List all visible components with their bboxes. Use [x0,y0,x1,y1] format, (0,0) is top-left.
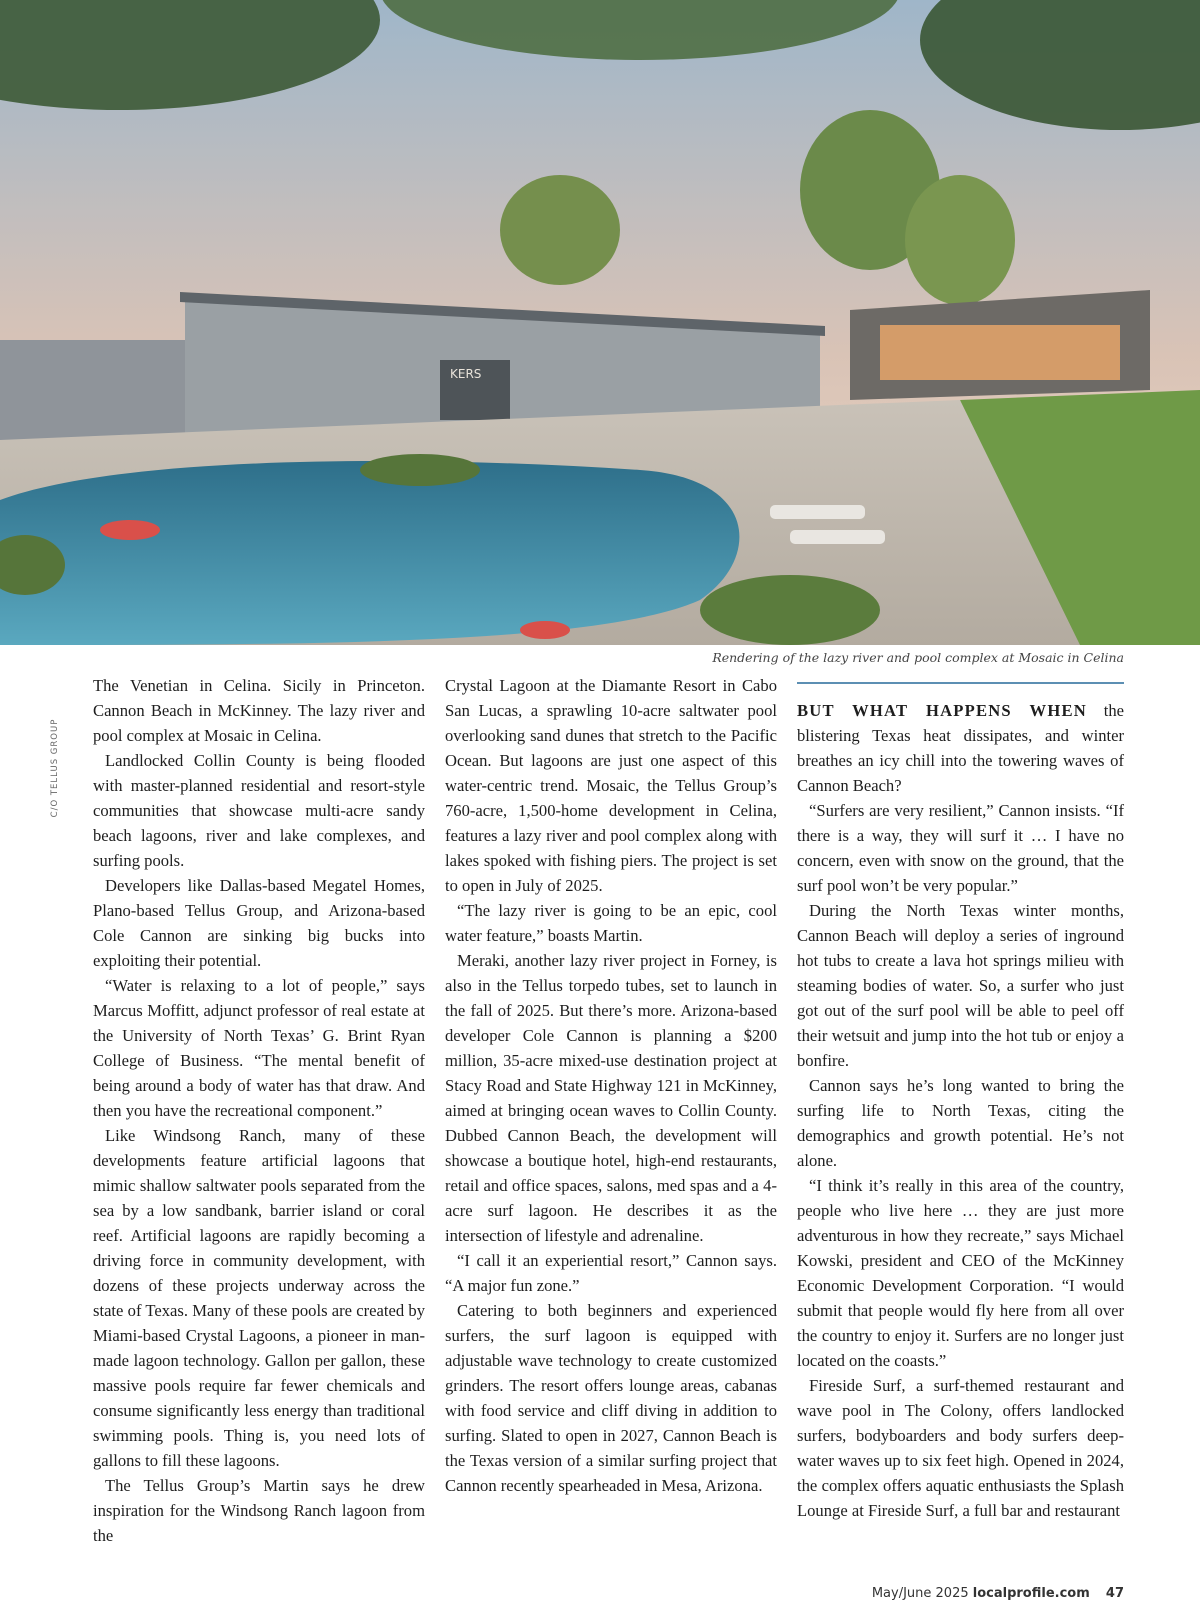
lit-windows [880,325,1120,380]
paragraph: Developers like Dallas-based Megatel Homes, Plano-based Tellus Group, and Arizona-based Cole Cannon are sinking big bucks into exploiting their potential. [93,876,425,970]
paragraph: “Water is relaxing to a lot of people,” says Marcus Moffitt, adjunct professor of real estate at the University of North Texas’ G. Brint Ryan College of Business. “The mental benefit of being around a body of water has that draw. And then you have the recreational component.” [93,976,425,1120]
paragraph: Cannon says he’s long wanted to bring the surfing life to North Texas, citing the demographics and growth potential. He’s not alone. [797,1076,1124,1170]
article-column-2 [445,673,777,1498]
site-name: localprofile.com [972,1586,1090,1601]
article-column-3 [797,673,1124,1523]
paragraph: Like Windsong Ranch, many of these developments feature artificial lagoons that mimic shallow saltwater pools separated from the sea by a low sandbank, barrier island or coral reef. Artificial lagoons are rapidly becoming a driving force in community development, with dozens of these projects underway across the state of Texas. Many of these pools are created by Miami-based Crystal Lagoons, a pioneer in man-made lagoon technology. Gallon per gallon, these massive pools require far fewer chemicals and consume significantly less energy than traditional swimming pools. Thing is, you need lots of gallons to fill these lagoons. [93,1126,425,1470]
lounge-chair [770,505,865,519]
pool-float [520,621,570,639]
section-lead-paragraph [797,698,1124,798]
paragraph: During the North Texas winter months, Cannon Beach will deploy a series of inground hot tubs to create a lava hot springs milieu with steaming bodies of water. So, a surfer who just got out of the surf pool will be able to peel off their wetsuit and jump into the hot tub or enjoy a bonfire. [797,901,1124,1070]
section-divider [797,682,1124,684]
lead-in-caps: BUT WHAT HAPPENS WHEN [797,701,1087,720]
paragraph: Landlocked Collin County is being flooded with master-planned residential and resort-style communities that showcase multi-acre sandy beach lagoons, river and lake complexes, and surfing pools. [93,751,425,870]
page-number: 47 [1105,1586,1124,1601]
photo-credit: C/O TELLUS GROUP [50,718,60,818]
paragraph: Catering to both beginners and experienced surfers, the surf lagoon is equipped with adjustable wave technology to create customized grinders. The resort offers lounge areas, cabanas with food service and cliff diving in addition to surfing. Slated to open in 2027, Cannon Beach is the Texas version of a similar surfing project that Cannon recently spearheaded in Mesa, Arizona. [445,1301,777,1495]
lead-rest: the blistering Texas heat dissipates, and winter breathes an icy chill into the towering waves of Cannon Beach? [797,701,1124,795]
article-column-1 [93,673,425,1548]
planter [360,454,480,486]
paragraph: Meraki, another lazy river project in Forney, is also in the Tellus torpedo tubes, set to launch in the fall of 2025. But there’s more. Arizona-based developer Cole Cannon is planning a $200 million, 35-acre mixed-use destination project at Stacy Road and State Highway 121 in McKinney, aimed at bringing ocean waves to Collin County. Dubbed Cannon Beach, the development will showcase a boutique hotel, high-end restaurants, retail and office spaces, salons, med spas and a 4-acre surf lagoon. He describes it as the intersection of lifestyle and adrenaline. [445,951,777,1245]
paragraph: “Surfers are very resilient,” Cannon insists. “If there is a way, they will surf it … I have no concern, even with snow on the ground, that the surf pool won’t be very popular.” [797,801,1124,895]
paragraph: Fireside Surf, a surf-themed restaurant and wave pool in The Colony, offers landlocked surfers, bodyboarders and body surfers deep-water waves up to six feet high. Opened in 2024, the complex offers aquatic enthusiasts the Splash Lounge at Fireside Surf, a full bar and restaurant [797,1376,1124,1520]
lounge-chair [790,530,885,544]
hero-rendering [0,0,1200,645]
pool-complex-illustration [0,0,1200,645]
building-sign: KERS [450,367,482,381]
paragraph: “I think it’s really in this area of the country, people who live here … they are just more adventurous in how they recreate,” says Michael Kowski, president and CEO of the McKinney Economic Development Corporation. “I would submit that people would fly here from all over the country to enjoy it. Surfers are no longer just located on the coasts.” [797,1176,1124,1370]
issue-date: May/June 2025 [871,1586,969,1601]
pool-float [100,520,160,540]
pool-water [0,461,739,645]
paragraph: Crystal Lagoon at the Diamante Resort in Cabo San Lucas, a sprawling 10-acre saltwater pool overlooking sand dunes that stretch to the Pacific Ocean. But lagoons are just one aspect of this water-centric trend. Mosaic, the Tellus Group’s 760-acre, 1,500-home development in Celina, features a lazy river and pool complex along with lakes spoked with fishing piers. The project is set to open in July of 2025. [445,676,777,895]
paragraph: “The lazy river is going to be an epic, cool water feature,” boasts Martin. [445,901,777,945]
paragraph: The Venetian in Celina. Sicily in Princeton. Cannon Beach in McKinney. The lazy river and pool complex at Mosaic in Celina. [93,676,425,745]
planter [700,575,880,645]
photo-caption: Rendering of the lazy river and pool complex at Mosaic in Celina [712,650,1124,665]
tree-canopy [905,175,1015,305]
tree-canopy [500,175,620,285]
page-footer [872,1586,1124,1601]
paragraph: The Tellus Group’s Martin says he drew inspiration for the Windsong Ranch lagoon from the [93,1476,425,1545]
paragraph: “I call it an experiential resort,” Cannon says. “A major fun zone.” [445,1251,777,1295]
